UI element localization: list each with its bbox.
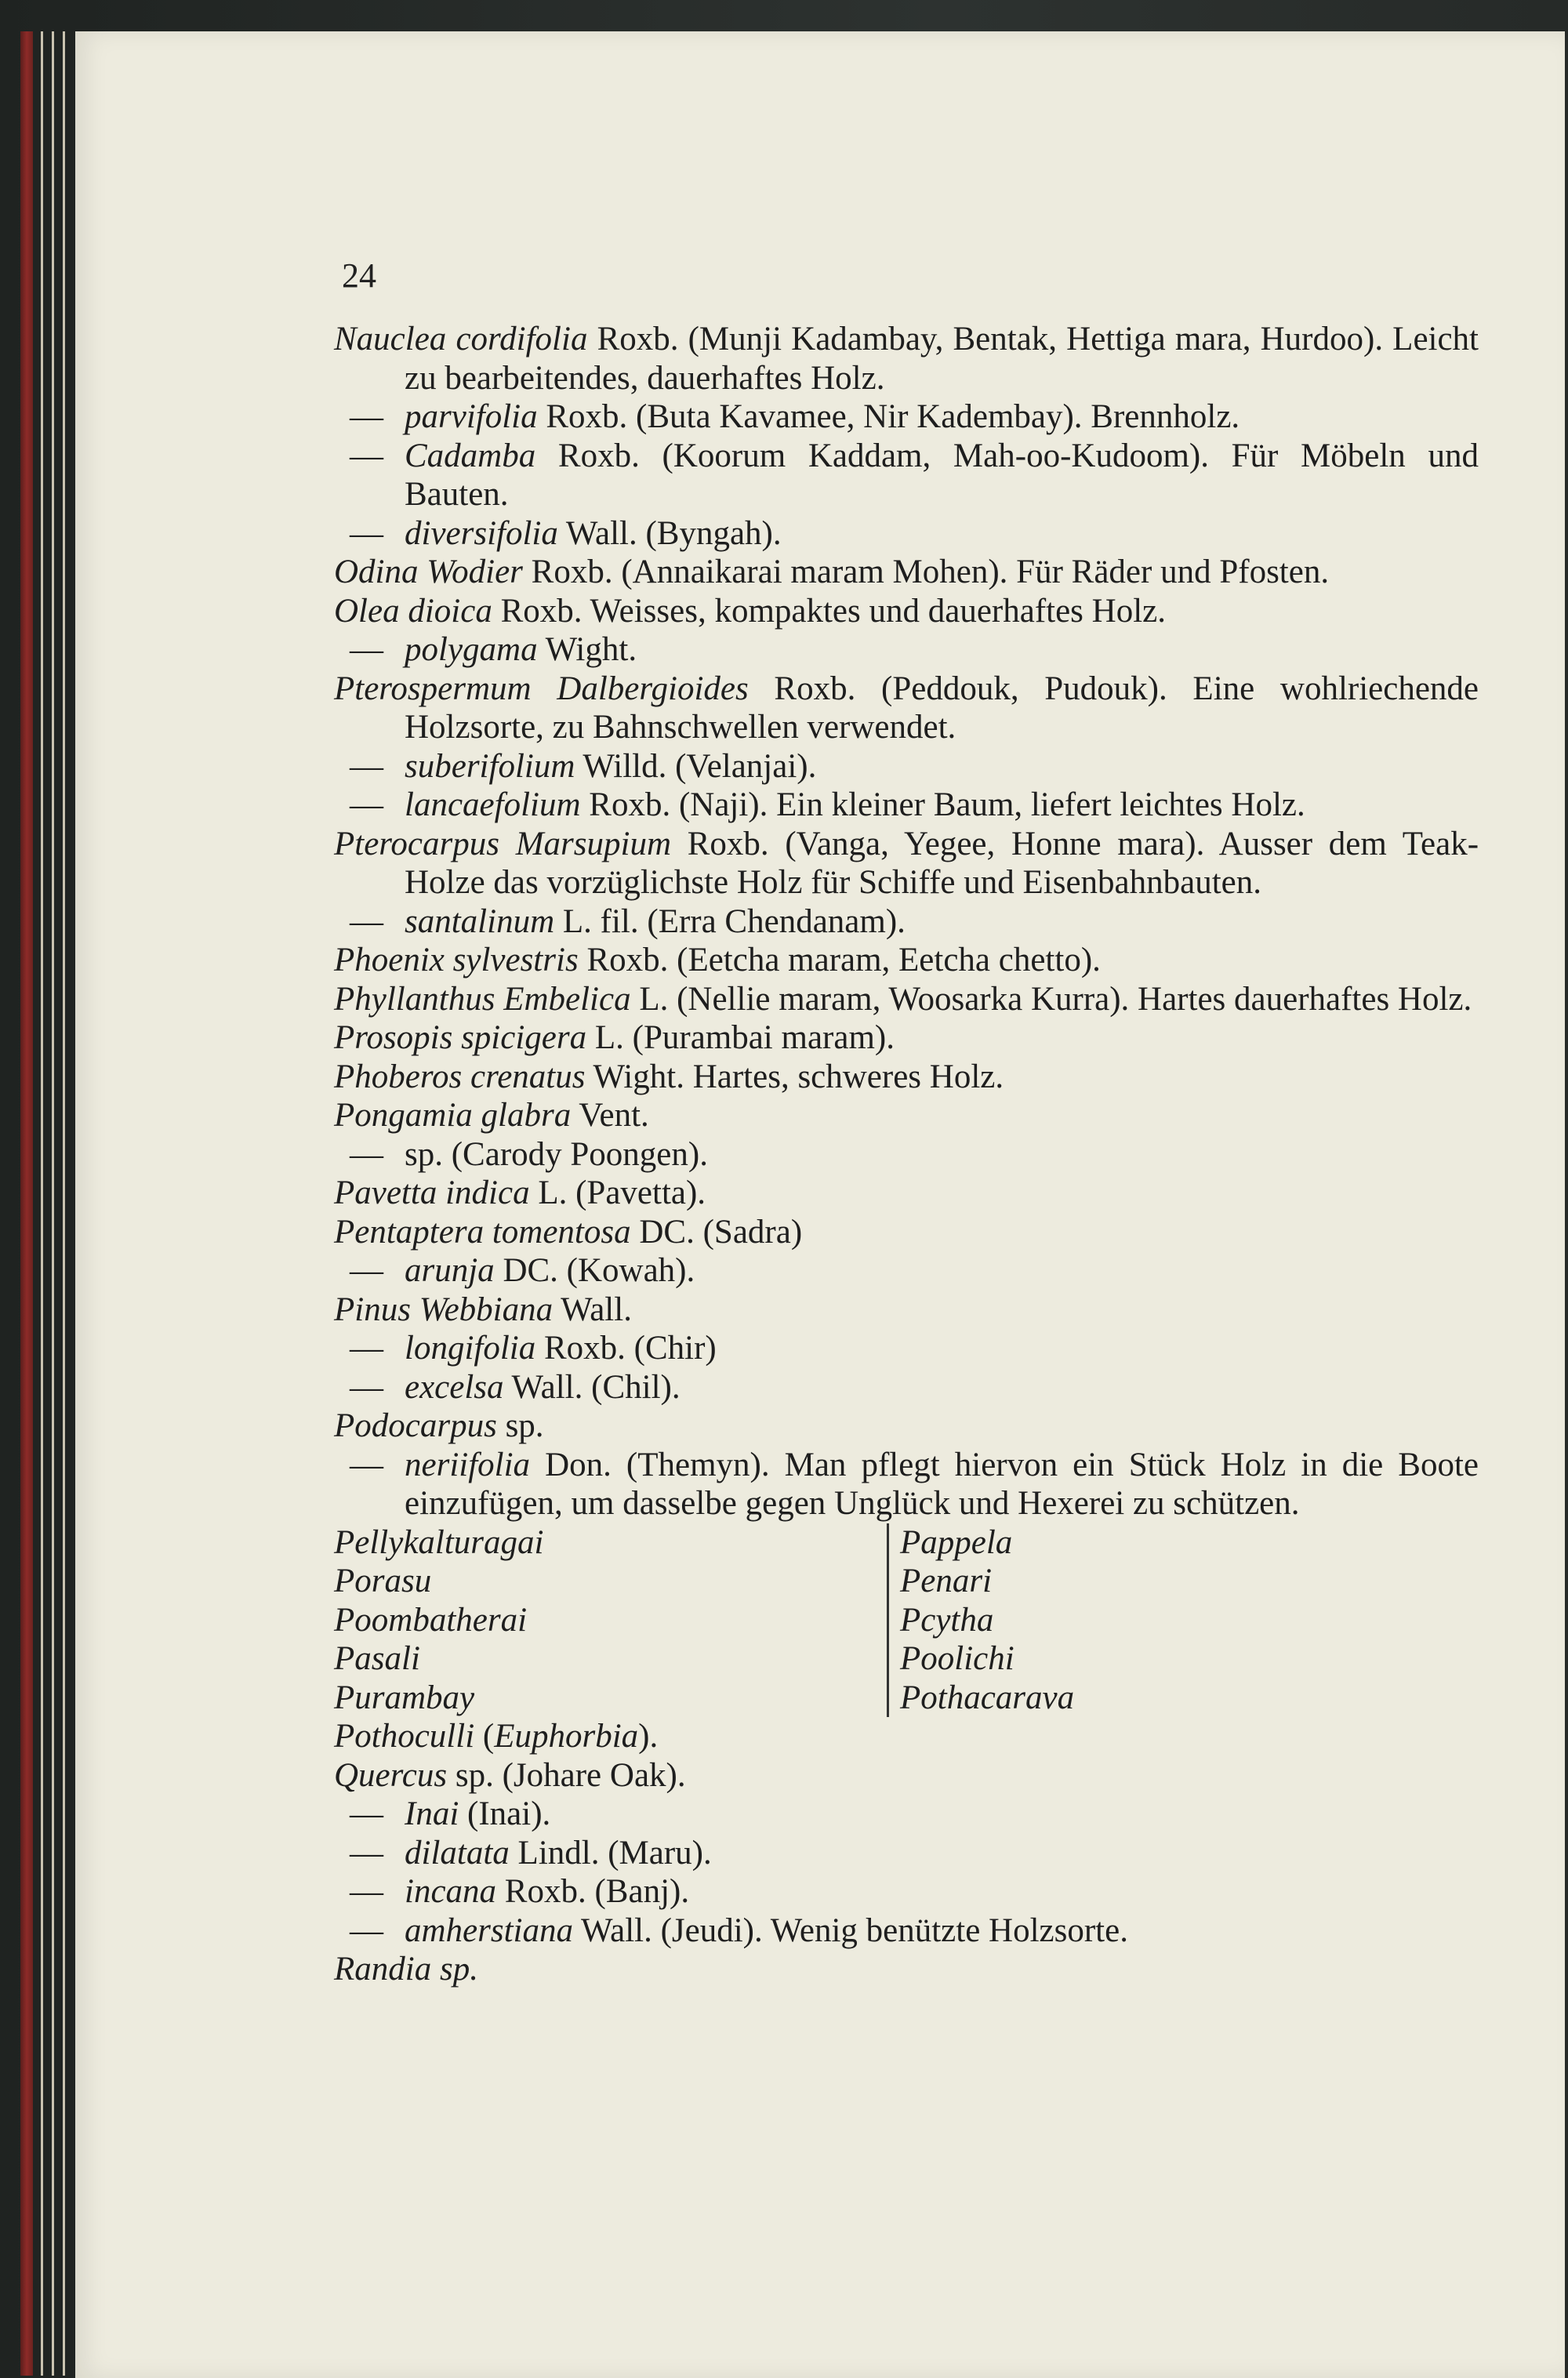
dash: — [350, 902, 383, 940]
entry-text: Roxb. Weisses, kompaktes und dauerhaftes Holz. [492, 592, 1166, 630]
genus-entry [334, 1291, 1479, 1330]
species-subentry [334, 1135, 1479, 1174]
local-name: Purambay [334, 1679, 475, 1716]
local-name: Pappela [900, 1523, 1013, 1561]
genus-entry [334, 1096, 1479, 1135]
local-name: Pothacarava [900, 1679, 1075, 1716]
species-name: suberifolium [405, 747, 575, 785]
entry-text: Wall. (Jeudi). Wenig benützte Holzsorte. [573, 1911, 1128, 1949]
species-name: Embelica [503, 980, 631, 1018]
entry-text: (Inai). [459, 1795, 551, 1832]
species-name: lancaefolium [405, 786, 581, 823]
species-name: Inai [405, 1795, 459, 1832]
dash: — [350, 1873, 383, 1910]
species-subentry [334, 1329, 1479, 1368]
entries-block [334, 320, 1479, 1523]
genus-name: Odina [334, 554, 419, 590]
species-subentry [334, 1872, 1479, 1911]
local-name: Poolichi [900, 1640, 1014, 1677]
entry-text: L. (Purambai maram). [586, 1019, 895, 1056]
dash: — [350, 437, 383, 474]
local-name: Pcytha [900, 1601, 994, 1639]
species-name: parvifolia [405, 398, 538, 435]
species-subentry [334, 1251, 1479, 1291]
entry-text: DC. (Kowah). [494, 1252, 695, 1289]
species-subentry [334, 786, 1479, 825]
species-name: arunja [405, 1252, 495, 1289]
species-subentry [334, 747, 1479, 786]
entry-text: Roxb. (Peddouk, Pudouk). Eine wohlriechende Holzsorte, zu Bahnschwellen verwendet. [405, 670, 1479, 746]
species-name: cordifolia [456, 321, 588, 358]
page-edge-line [52, 31, 54, 2376]
genus-entry [334, 1018, 1479, 1058]
names-table [334, 1523, 1479, 1718]
genus-name: Prosopis [334, 1019, 453, 1056]
entry-text: Roxb. (Naji). Ein kleiner Baum, liefert leichtes Holz. [580, 786, 1305, 823]
book-page [75, 31, 1565, 2378]
genus-name: Podocarpus [334, 1407, 497, 1444]
species-subentry [334, 1368, 1479, 1407]
species-name: santalinum [405, 902, 555, 940]
species-name: tomentosa [492, 1213, 631, 1251]
entry-text: Roxb. (Chir) [535, 1330, 717, 1367]
entry-text: Roxb. (Munji Kadambay, Bentak, Hettiga mara, Hurdoo). Leicht zu bearbeitendes, dauerhaftes Holz. [405, 321, 1479, 397]
genus-name: Pinus [334, 1291, 411, 1328]
species-name: crenatus [470, 1058, 586, 1095]
local-name: Porasu [334, 1563, 432, 1599]
genus-entry [334, 825, 1479, 902]
species-name: dioica [408, 592, 492, 630]
species-name: Wodier [426, 554, 523, 590]
species-name: neriifolia [405, 1446, 531, 1483]
genus-name: Randia sp. [334, 1951, 478, 1988]
genus-entry [334, 320, 1479, 398]
genus-entry [334, 1756, 1479, 1795]
dash: — [350, 786, 383, 823]
entry-text: Wall. (Byngah). [557, 514, 782, 552]
entry-text-italic: Euphorbia [494, 1718, 639, 1755]
species-name: Cadamba [405, 437, 536, 474]
genus-entry [334, 670, 1479, 747]
species-name: diversifolia [405, 514, 558, 552]
genus-name: Olea [334, 592, 400, 630]
genus-name: Phoenix [334, 942, 445, 978]
entry-text: Roxb. (Banj). [496, 1873, 690, 1910]
page-edge-line [41, 31, 43, 2376]
entry-text: L. fil. (Erra Chendanam). [554, 902, 906, 940]
dash: — [350, 747, 383, 785]
page-edge-red [20, 31, 33, 2376]
local-name: Pasali [334, 1640, 420, 1677]
entry-text: Roxb. (Eetcha maram, Eetcha chetto). [578, 942, 1101, 978]
genus-entry [334, 1407, 1479, 1446]
species-name: incana [405, 1873, 497, 1910]
genus-entry [334, 1213, 1479, 1252]
genus-entry [334, 1717, 1479, 1756]
names-column-left [334, 1523, 887, 1718]
genus-name: Phyllanthus [334, 980, 495, 1018]
entry-text: Wall. [553, 1291, 632, 1328]
page-number: 24 [342, 256, 376, 295]
dash: — [350, 631, 383, 668]
genus-entry [334, 1950, 1479, 1989]
species-name: polygama [405, 631, 538, 668]
dash: — [350, 514, 383, 552]
genus-entry [334, 592, 1479, 631]
genus-entry [334, 980, 1479, 1019]
local-name: Penari [900, 1563, 993, 1599]
genus-entry [334, 553, 1479, 592]
species-subentry [334, 1446, 1479, 1523]
entry-text: Wight. [537, 631, 637, 668]
genus-entry [334, 941, 1479, 980]
local-name: Poombatherai [334, 1601, 528, 1639]
entry-text: L. (Pavetta). [529, 1174, 706, 1211]
entry-text: sp. [496, 1407, 544, 1444]
entry-text: Roxb. (Vanga, Yegee, Honne mara). Ausser dem Teak-Holze das vorzüglichste Holz für Schiffe und Eisenbahnbauten. [405, 825, 1479, 901]
entry-text: Vent. [571, 1097, 649, 1134]
entry-text: Roxb. (Koorum Kaddam, Mah-oo-Kudoom). Für Möbeln und Bauten. [405, 437, 1479, 513]
page-edge-line [63, 31, 65, 2376]
genus-entry [334, 1058, 1479, 1097]
species-name: dilatata [405, 1834, 510, 1872]
dash: — [350, 398, 383, 435]
genus-name: Pentaptera [334, 1213, 485, 1251]
entry-text: DC. (Sadra) [630, 1213, 803, 1251]
dash: — [350, 1446, 383, 1483]
genus-name: Pongamia [334, 1097, 473, 1134]
genus-name: Phoberos [334, 1058, 463, 1095]
dash: — [350, 1330, 383, 1367]
species-name: spicigera [461, 1019, 587, 1056]
dash: — [350, 1368, 383, 1406]
species-subentry [334, 1911, 1479, 1951]
dash: — [350, 1252, 383, 1289]
species-subentry [334, 902, 1479, 942]
species-name: Marsupium [515, 825, 672, 862]
genus-name: Pavetta [334, 1174, 437, 1211]
entry-text: ). [638, 1718, 659, 1755]
species-subentry [334, 630, 1479, 670]
dash: — [350, 1795, 383, 1832]
entry-text: Wight. Hartes, schweres Holz. [585, 1058, 1004, 1095]
entries-block-after [334, 1717, 1479, 1989]
species-name: Dalbergioides [557, 670, 749, 707]
page-text [334, 320, 1479, 1989]
species-name: sylvestris [452, 942, 579, 978]
species-subentry [334, 514, 1479, 554]
entry-text: ( [474, 1718, 495, 1755]
species-subentry [334, 437, 1479, 514]
names-column-right [887, 1523, 1074, 1718]
entry-text: Roxb. (Annaikarai maram Mohen). Für Räder und Pfosten. [522, 554, 1330, 590]
species-name: indica [445, 1174, 530, 1211]
genus-name: Pterospermum [334, 670, 532, 707]
entry-text: Lindl. (Maru). [509, 1834, 712, 1872]
dash: — [350, 1135, 383, 1173]
species-name: excelsa [405, 1368, 504, 1406]
species-name: amherstiana [405, 1911, 573, 1949]
genus-name: Nauclea [334, 321, 447, 358]
dash: — [350, 1911, 383, 1949]
entry-text: sp. (Johare Oak). [447, 1756, 686, 1794]
genus-name: Quercus [334, 1756, 448, 1794]
entry-text: Willd. (Velanjai). [575, 747, 817, 785]
genus-name: Pterocarpus [334, 825, 499, 862]
species-subentry [334, 1795, 1479, 1834]
entry-text: Don. (Themyn). Man pflegt hiervon ein Stück Holz in die Boote einzufügen, um dasselbe gegen Unglück und Hexerei zu schützen. [405, 1446, 1479, 1522]
entry-text: Roxb. (Buta Kavamee, Nir Kadembay). Brennholz. [537, 398, 1240, 435]
species-name: glabra [481, 1097, 572, 1134]
local-name: Pellykalturagai [334, 1523, 544, 1561]
genus-entry [334, 1174, 1479, 1213]
species-subentry [334, 1834, 1479, 1873]
entry-text: sp. (Carody Poongen). [405, 1135, 708, 1173]
dash: — [350, 1834, 383, 1872]
species-name: longifolia [405, 1330, 536, 1367]
genus-name: Pothoculli [334, 1718, 475, 1755]
entry-text: L. (Nellie maram, Woosarka Kurra). Hartes dauerhaftes Holz. [630, 980, 1472, 1018]
species-subentry [334, 398, 1479, 437]
species-name: Webbiana [419, 1291, 554, 1328]
entry-text: Wall. (Chil). [503, 1368, 681, 1406]
